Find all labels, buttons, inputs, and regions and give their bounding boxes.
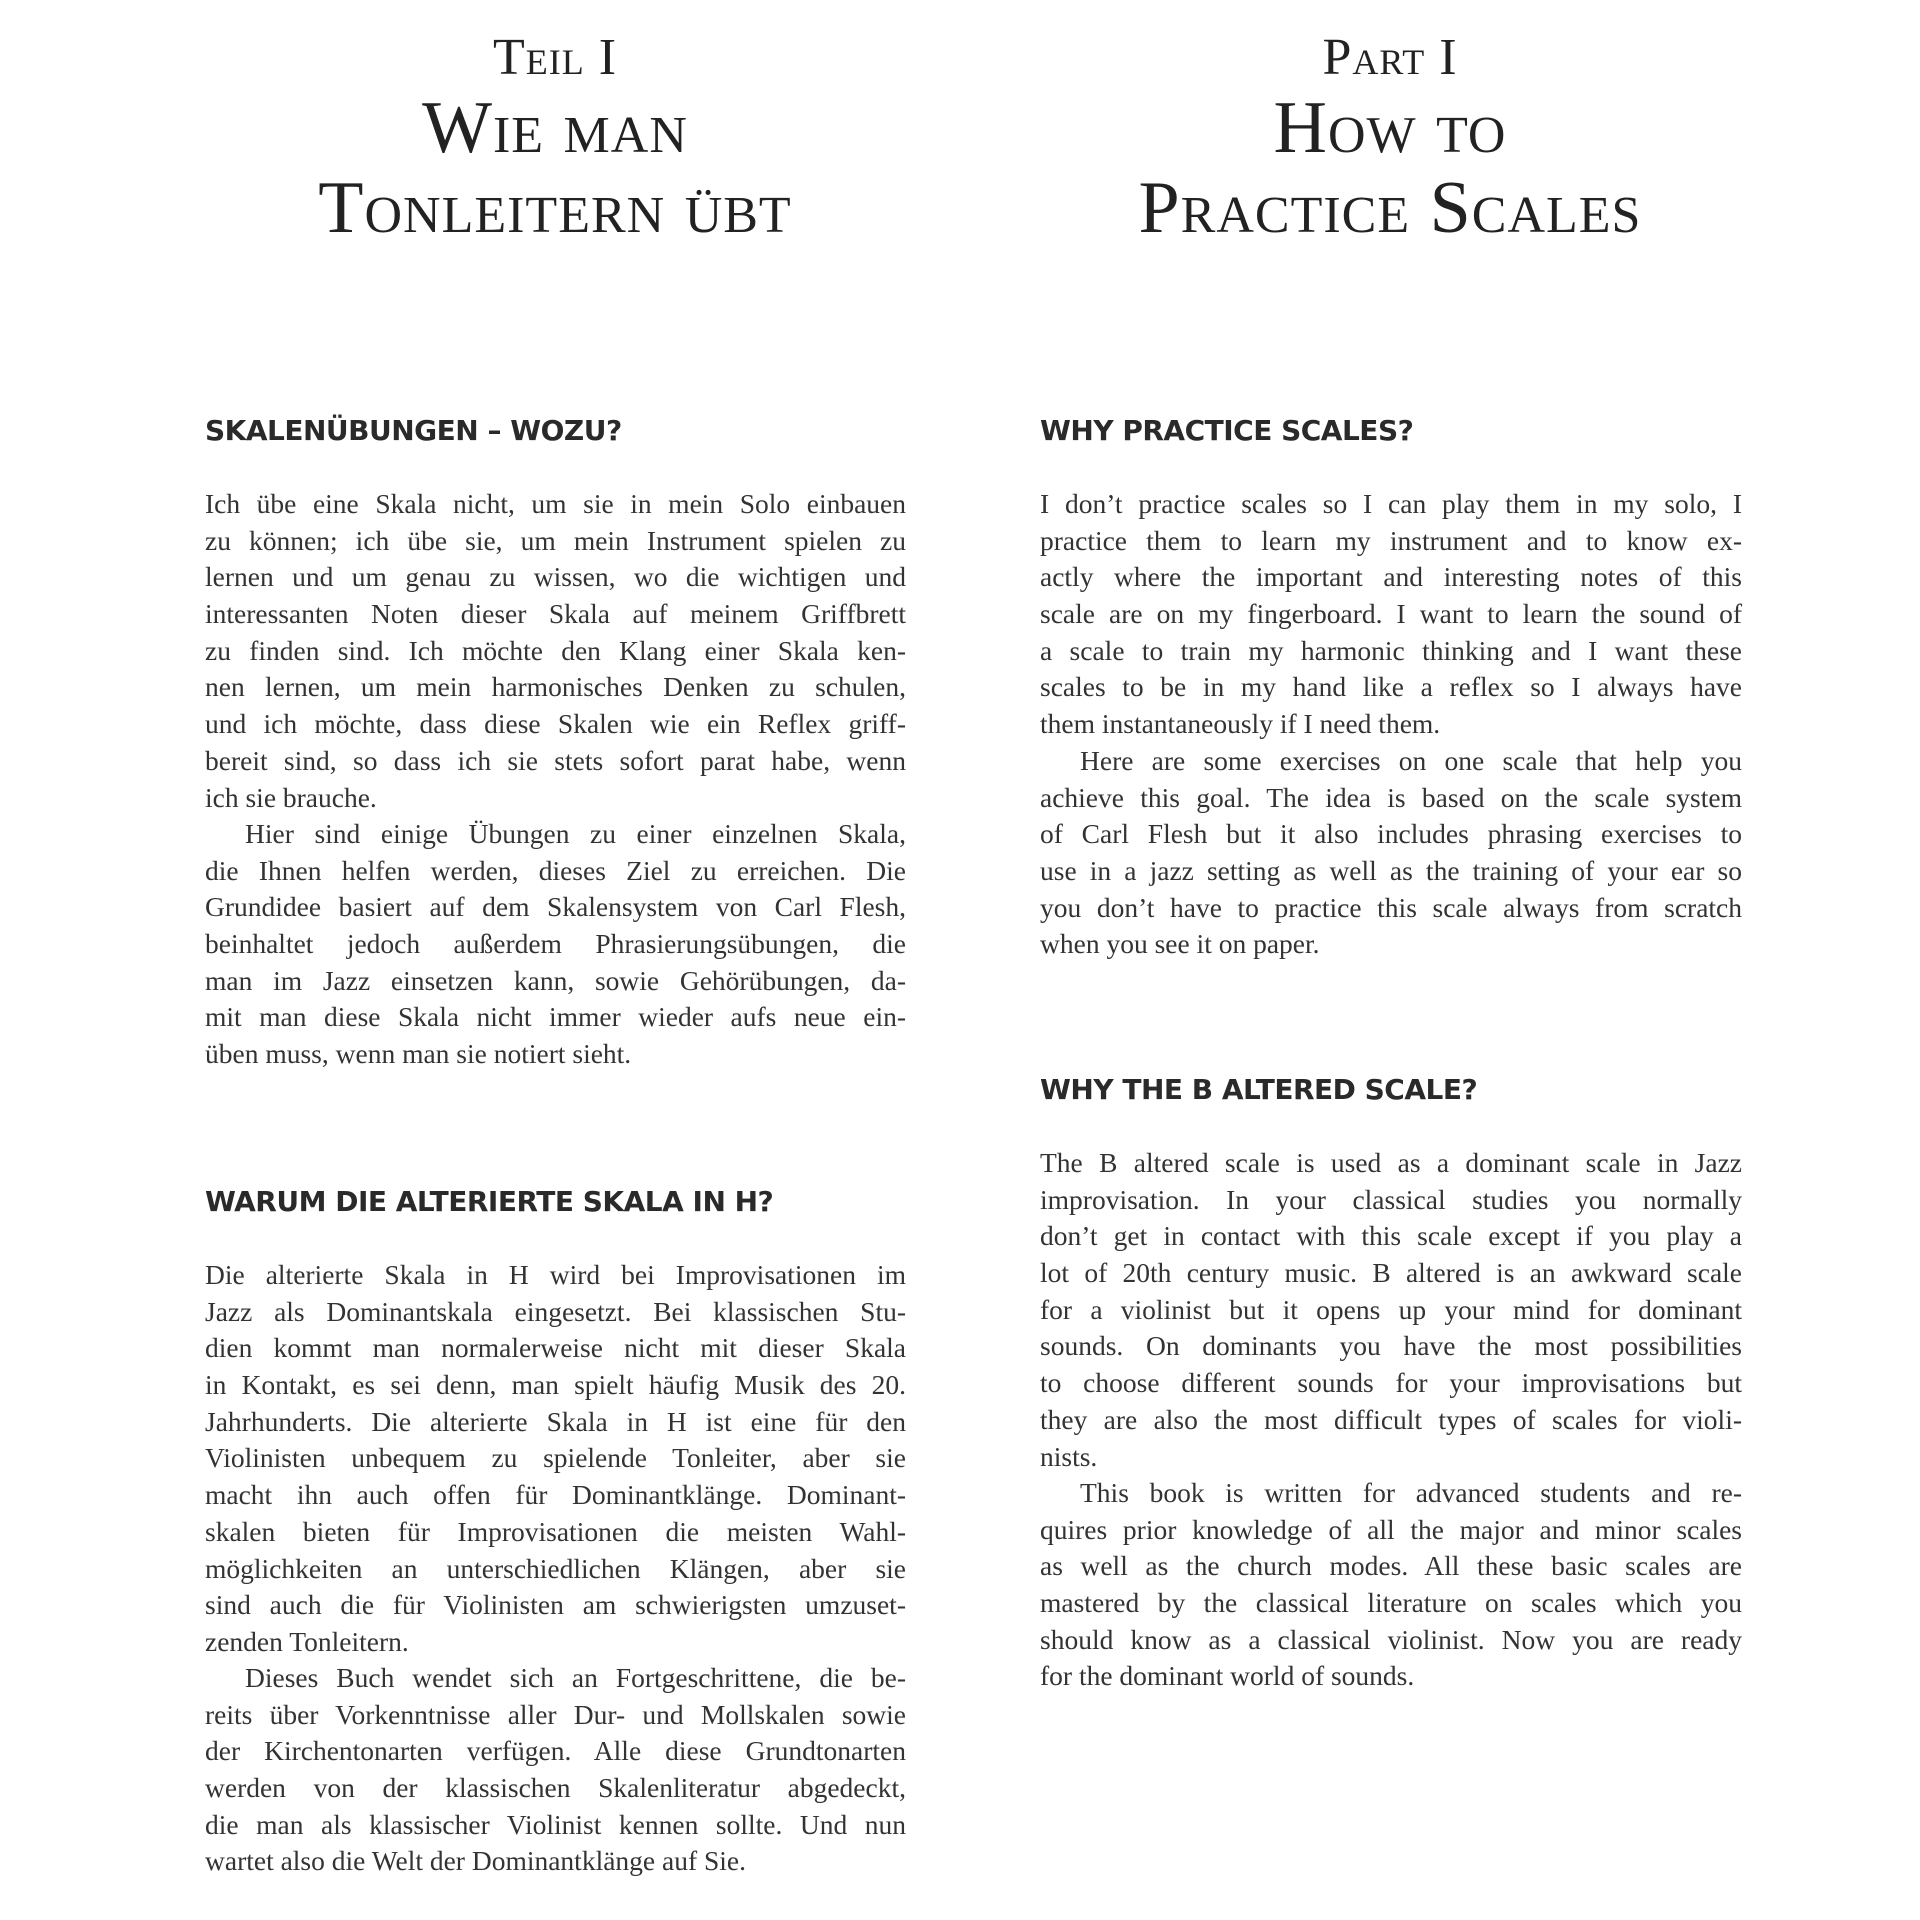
text-line: don’t get in contact with this scale except if you play a <box>1040 1220 1742 1252</box>
left-title-line-1: Wie man <box>422 87 688 169</box>
text-line: Hier sind einige Übungen zu einer einzelnen Skala, <box>245 818 906 849</box>
text-line: Die alterierte Skala in H wird bei Improvisationen im <box>205 1259 906 1290</box>
text-line: möglichkeiten an unterschiedlichen Klängen, aber sie <box>205 1552 906 1584</box>
text-line: skalen bieten für Improvisationen die meisten Wahl- <box>205 1515 906 1547</box>
text-line: sind auch die für Violinisten am schwierigsten umzuset- <box>205 1589 906 1621</box>
text-line: zu können; ich übe sie, um mein Instrument spielen zu <box>205 524 906 556</box>
left-section-2-paragraph-2 <box>205 1660 906 1880</box>
text-line: lot of 20th century music. B altered is an awkward scale <box>1040 1257 1742 1289</box>
text-line: ich sie brauche. <box>205 781 377 813</box>
text-line: mit man diese Skala nicht immer wieder aufs neue ein- <box>205 1001 906 1033</box>
text-line: scales to be in my hand like a reflex so I always have <box>1040 671 1742 703</box>
text-line: when you see it on paper. <box>1040 928 1320 960</box>
left-section-1-paragraph-2 <box>205 816 906 1073</box>
text-line: practice them to learn my instrument and to know ex- <box>1040 524 1742 556</box>
text-line: for a violinist but it opens up your mind for dominant <box>1040 1293 1742 1325</box>
text-line: üben muss, wenn man sie notiert sieht. <box>205 1038 632 1070</box>
left-section-heading-2: WARUM DIE ALTERIERTE SKALA IN H? <box>205 1185 774 1218</box>
text-line: in Kontakt, es sei denn, man spielt häufig Musik des 20. <box>205 1369 906 1401</box>
text-line: you don’t have to practice this scale always from scratch <box>1040 891 1742 923</box>
text-line: wartet also die Welt der Dominantklänge auf Sie. <box>205 1845 747 1877</box>
left-part-label: Teil I <box>492 29 618 86</box>
left-section-2-paragraph-1 <box>205 1257 906 1661</box>
right-section-2-paragraph-2 <box>1040 1475 1742 1695</box>
text-line: beinhaltet jedoch außerdem Phrasierungsübungen, die <box>205 928 906 960</box>
text-line: Ich übe eine Skala nicht, um sie in mein Solo einbauen <box>205 488 906 519</box>
text-line: nists. <box>1040 1440 1098 1472</box>
left-section-1-paragraph-1 <box>205 486 906 816</box>
text-line: und ich möchte, dass diese Skalen wie ein Reflex griff- <box>205 708 906 740</box>
text-line: zu finden sind. Ich möchte den Klang einer Skala ken- <box>205 634 906 666</box>
text-line: as well as the church modes. All these basic scales are <box>1040 1550 1742 1582</box>
text-line: mastered by the classical literature on scales which you <box>1040 1587 1742 1619</box>
text-line: should know as a classical violinist. Now you are ready <box>1040 1623 1742 1655</box>
text-line: I don’t practice scales so I can play them in my solo, I <box>1040 488 1742 519</box>
text-line: der Kirchentonarten verfügen. Alle diese Grundtonarten <box>205 1735 906 1767</box>
text-line: lernen und um genau zu wissen, wo die wichtigen und <box>205 561 906 593</box>
right-title-line-1: How to <box>1273 87 1507 169</box>
text-line: them instantaneously if I need them. <box>1040 708 1441 740</box>
text-line: achieve this goal. The idea is based on the scale system <box>1040 781 1742 813</box>
text-line: quires prior knowledge of all the major and minor scales <box>1040 1513 1742 1545</box>
text-line: macht ihn auch offen für Dominantklänge. Dominant- <box>205 1479 906 1511</box>
right-title-line-2: Practice Scales <box>1138 167 1642 249</box>
left-title-block <box>205 28 905 248</box>
text-line: dien kommt man normalerweise nicht mit dieser Skala <box>205 1332 906 1364</box>
text-line: Jahrhunderts. Die alterierte Skala in H ist eine für den <box>205 1405 906 1437</box>
text-line: to choose different sounds for your improvisations but <box>1040 1367 1742 1399</box>
right-part-label: Part I <box>1322 29 1458 86</box>
text-line: for the dominant world of sounds. <box>1040 1660 1415 1692</box>
text-line: die Ihnen helfen werden, dieses Ziel zu erreichen. Die <box>205 854 906 886</box>
text-line: die man als klassischer Violinist kennen sollte. Und nun <box>205 1808 906 1840</box>
text-line: interessanten Noten dieser Skala auf meinem Griffbrett <box>205 598 906 630</box>
text-line: a scale to train my harmonic thinking and I want these <box>1040 634 1742 666</box>
text-line: scale are on my fingerboard. I want to learn the sound of <box>1040 598 1742 630</box>
right-section-2-paragraph-1 <box>1040 1145 1742 1475</box>
left-section-heading-1: SKALENÜBUNGEN – WOZU? <box>205 414 622 447</box>
text-line: man im Jazz einsetzen kann, sowie Gehörübungen, da- <box>205 964 906 996</box>
text-line: werden von der klassischen Skalenliteratur abgedeckt, <box>205 1772 906 1804</box>
text-line: bereit sind, so dass ich sie stets sofort parat habe, wenn <box>205 744 906 776</box>
text-line: Here are some exercises on one scale that help you <box>1080 745 1742 776</box>
text-line: Grundidee basiert auf dem Skalensystem von Carl Flesh, <box>205 891 906 923</box>
text-line: Violinisten unbequem zu spielende Tonleiter, aber sie <box>205 1442 906 1474</box>
text-line: Jazz als Dominantskala eingesetzt. Bei klassischen Stu- <box>205 1295 906 1327</box>
text-line: of Carl Flesh but it also includes phrasing exercises to <box>1040 818 1742 850</box>
right-section-1-paragraph-1 <box>1040 486 1742 743</box>
text-line: zenden Tonleitern. <box>205 1625 409 1657</box>
text-line: The B altered scale is used as a dominant scale in Jazz <box>1040 1147 1742 1178</box>
text-line: reits über Vorkenntnisse aller Dur- und Mollskalen sowie <box>205 1698 906 1730</box>
text-line: sounds. On dominants you have the most possibilities <box>1040 1330 1742 1362</box>
text-line: nen lernen, um mein harmonisches Denken zu schulen, <box>205 671 906 703</box>
right-section-heading-1: WHY PRACTICE SCALES? <box>1040 414 1414 447</box>
text-line: actly where the important and interesting notes of this <box>1040 561 1742 593</box>
left-title-line-2: Tonleitern übt <box>318 167 792 249</box>
text-line: This book is written for advanced students and re- <box>1080 1477 1742 1508</box>
right-section-heading-2: WHY THE B ALTERED SCALE? <box>1040 1073 1478 1106</box>
text-line: improvisation. In your classical studies you normally <box>1040 1183 1742 1215</box>
text-line: Dieses Buch wendet sich an Fortgeschrittene, die be- <box>245 1662 906 1693</box>
text-line: use in a jazz setting as well as the training of your ear so <box>1040 855 1742 887</box>
right-section-1-paragraph-2 <box>1040 743 1742 963</box>
text-line: they are also the most difficult types of scales for violi- <box>1040 1403 1742 1435</box>
right-title-block <box>1040 28 1740 248</box>
